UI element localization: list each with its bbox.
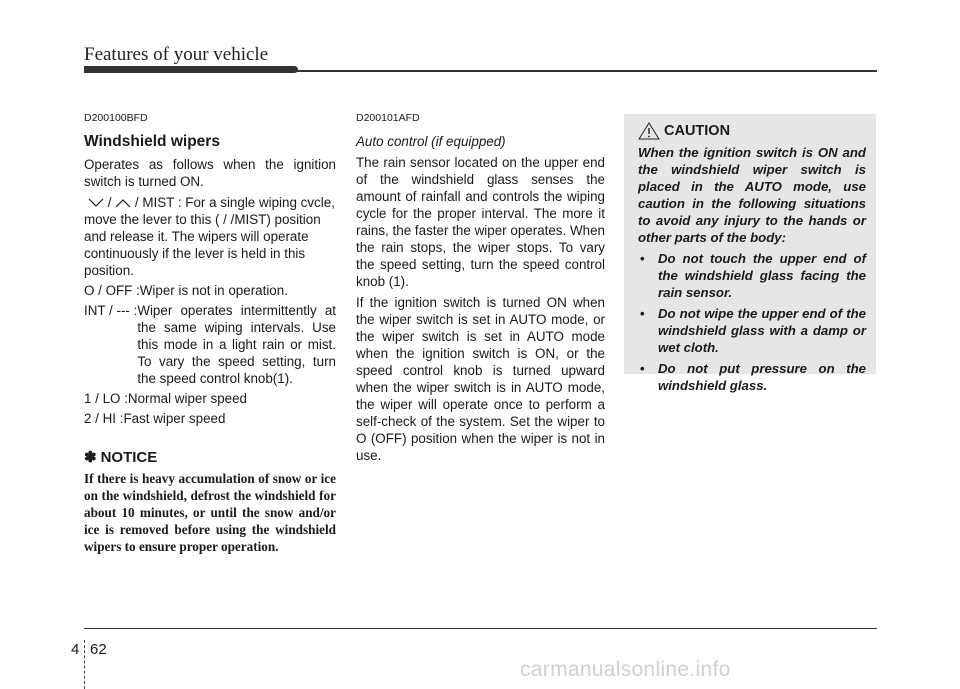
notice-title: NOTICE [100, 449, 158, 466]
wiper-mode-mist: / / MIST : For a single wiping cvcle, move the lever to this ( / /MIST) position and release it. The wipers will operate continuously if the lever is held in this position. [84, 195, 335, 278]
left-column [84, 110, 336, 555]
caution-title: CAUTION [664, 123, 731, 139]
caution-heading [638, 122, 866, 140]
chevron-down-icon [88, 198, 104, 208]
intro-paragraph: Operates as follows when the ignition switch is turned ON. [84, 157, 336, 189]
header-rule-thick [84, 66, 298, 73]
wiper-mode-hi-key: 2 / HI : [84, 411, 124, 426]
chapter-number: 4 [71, 641, 80, 658]
wiper-mode-off [84, 282, 336, 299]
wiper-mode-lo-text: Normal wiper speed [127, 391, 247, 406]
footer-divider [84, 640, 86, 689]
watermark: carmanualsonline.info [520, 658, 731, 681]
footer-rule [84, 628, 877, 629]
wiper-mode-hi [84, 410, 336, 427]
caution-bullet: • Do not touch the upper end of the windshield glass facing the rain sensor. [638, 250, 866, 301]
caution-box [624, 114, 876, 393]
warning-triangle-icon [638, 122, 660, 140]
page-header-title: Features of your vehicle [84, 44, 269, 65]
section-code: D200100BFD [84, 112, 148, 124]
wiper-mode-int-text: Wiper operates intermittently at the same wiping intervals. Use this mode in a light rain or mist. To vary the speed setting, turn the speed control knob(1). [137, 303, 336, 386]
header-rule-thin [290, 70, 877, 72]
wiper-mode-mist-text: For a single wiping cvcle, move the lever to this ( / /MIST) position and release it. The wipers will operate continuously if the lever is held in this position. [84, 195, 335, 278]
caution-bullet: • Do not put pressure on the windshield glass. [638, 360, 866, 394]
wiper-mode-int-key: INT / --- : [84, 303, 138, 318]
auto-paragraph-2: If the ignition switch is turned ON when the wiper switch is set in AUTO mode, or the wiper switch is set in AUTO mode when the ignition switch is ON, or the speed control knob is turned upward when the wiper switch is in AUTO mode, the wiper will operate once to perform a self-check of the system. Set the wiper to O (OFF) position when the wiper is not in use. [356, 295, 605, 463]
wiper-mode-hi-text: Fast wiper speed [123, 411, 226, 426]
section-title: Windshield wipers [84, 133, 220, 150]
middle-column [356, 110, 605, 468]
notice-body: If there is heavy accumulation of snow or ice on the windshield, defrost the windshield for about 10 minutes, or until the snow and/or ice is removed before using the windshield wipers to ensure proper operation. [84, 471, 336, 554]
wiper-mode-lo [84, 390, 336, 407]
notice-heading [84, 449, 336, 466]
section-code: D200101AFD [356, 112, 420, 124]
caution-bullet: • Do not wipe the upper end of the windshield glass with a damp or wet cloth. [638, 305, 866, 356]
wiper-mode-off-text: Wiper is not in operation. [139, 283, 288, 298]
caution-list [638, 250, 866, 394]
section-subtitle: Auto control (if equipped) [356, 134, 506, 149]
chevron-up-icon [115, 198, 131, 208]
caution-body: When the ignition switch is ON and the windshield wiper switch is placed in the AUTO mode, use caution in the following situations to avoid any injury to the hands or other parts of the body: [638, 145, 866, 245]
page-number: 62 [90, 641, 107, 658]
wiper-mode-off-key: O / OFF : [84, 283, 140, 298]
auto-paragraph-1: The rain sensor located on the upper end of the windshield glass senses the amount of rainfall and controls the wiping cycle for the proper interval. The more it rains, the faster the wiper operates. When the rain stops, the wiper stops. To vary the speed setting, turn the speed control knob (1). [356, 155, 605, 289]
cross-star-icon: ✽ [84, 449, 97, 466]
wiper-mode-int [84, 302, 336, 387]
wiper-mode-lo-key: 1 / LO : [84, 391, 128, 406]
